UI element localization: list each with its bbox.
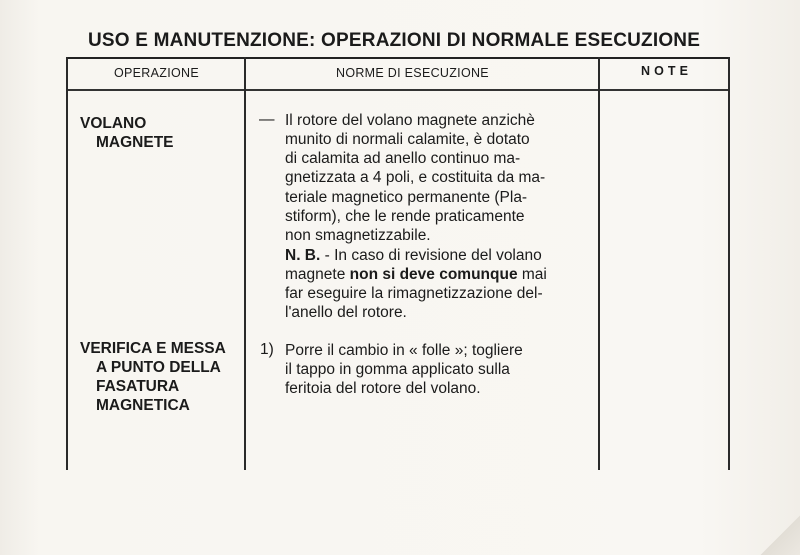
- left-border: [66, 57, 68, 470]
- header-bottom-rule: [66, 89, 730, 91]
- nb-line-2: [285, 265, 547, 284]
- nb-line-3: far eseguire la rimagnetizzazione del-: [285, 285, 543, 302]
- nb-line2-pre: magnete: [285, 266, 350, 283]
- operation-volano-line1: VOLANO: [80, 115, 147, 132]
- row2-text-line: Porre il cambio in « folle »; togliere: [285, 342, 523, 359]
- operation-verifica-line2: A PUNTO DELLA: [96, 359, 221, 376]
- header-norme: NORME DI ESECUZIONE: [336, 66, 489, 80]
- nb-line-4: l'anello del rotore.: [285, 304, 407, 321]
- row1-text-line: stiform), che le rende praticamente: [285, 208, 525, 225]
- operation-verifica-line4: MAGNETICA: [96, 397, 190, 414]
- page-title: USO E MANUTENZIONE: OPERAZIONI DI NORMALE ESECUZIONE: [88, 30, 701, 51]
- nb-line2-post: mai: [517, 266, 547, 283]
- operation-verifica-line1: VERIFICA E MESSA: [80, 340, 226, 357]
- nb-line1-text: - In caso di revisione del volano: [320, 247, 542, 264]
- row2-text-line: feritoia del rotore del volano.: [285, 380, 481, 397]
- column-divider-1: [244, 57, 246, 470]
- nb-emphasis: non si deve comunque: [349, 266, 518, 283]
- header-operazione: OPERAZIONE: [114, 66, 199, 80]
- table-top-rule: [66, 57, 730, 59]
- operation-volano-line2: MAGNETE: [96, 134, 174, 151]
- nb-label: N. B.: [285, 247, 321, 264]
- row1-text-line: Il rotore del volano magnete anzichè: [285, 112, 535, 129]
- right-border: [728, 57, 730, 470]
- column-divider-2: [598, 57, 600, 470]
- row1-text-line: di calamita ad anello continuo ma-: [285, 150, 521, 167]
- row1-text-line: munito di normali calamite, è dotato: [285, 131, 530, 148]
- nb-line-1: [285, 246, 542, 265]
- row2-text-line: il tappo in gomma applicato sulla: [285, 361, 510, 378]
- row1-text-line: teriale magnetico permanente (Pla-: [285, 189, 528, 206]
- page-corner-shadow: [740, 515, 800, 555]
- row1-text-line: non smagnetizzabile.: [285, 227, 431, 244]
- operation-verifica-line3: FASATURA: [96, 378, 180, 395]
- header-note: N O T E: [641, 64, 689, 78]
- row1-dash-marker: —: [259, 111, 275, 128]
- row2-step-number: 1): [260, 341, 274, 358]
- row1-text-line: gnetizzata a 4 poli, e costituita da ma-: [285, 169, 546, 186]
